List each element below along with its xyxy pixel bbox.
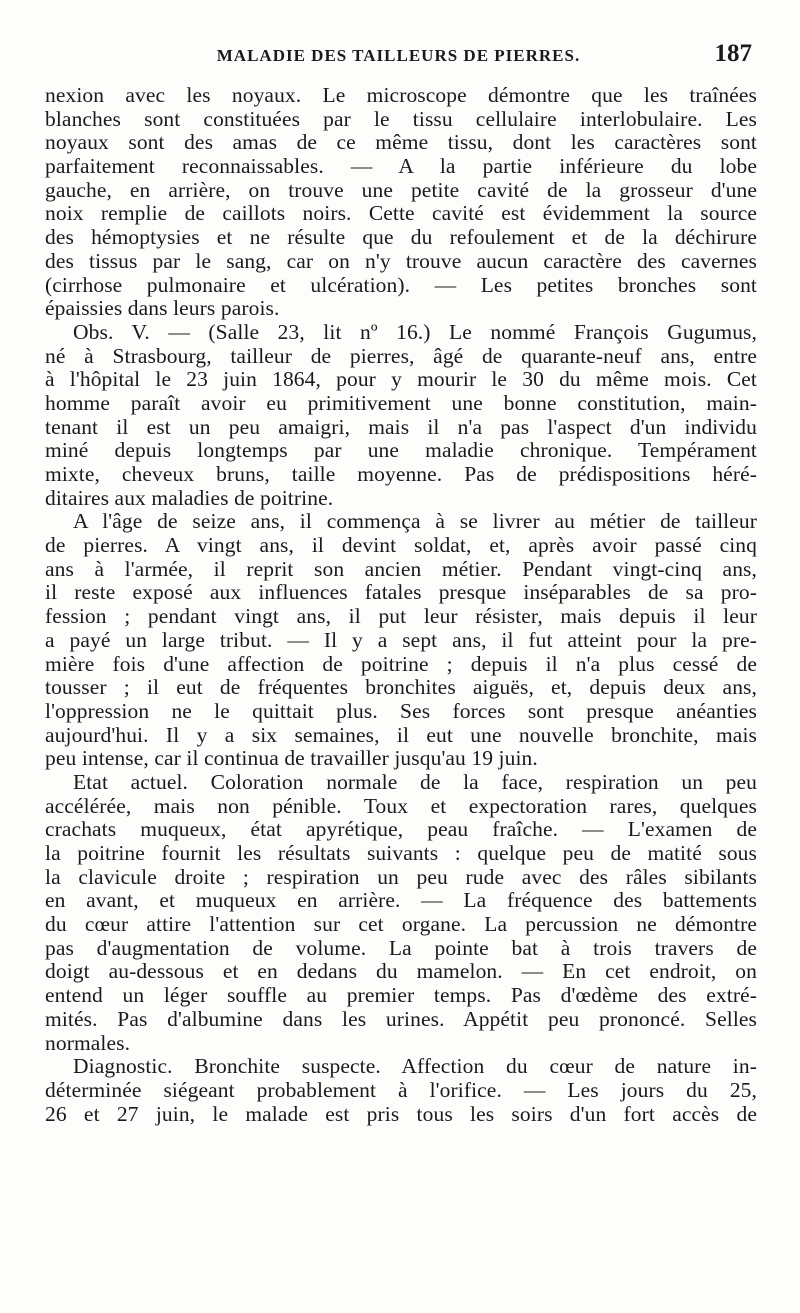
text-line: gauche, en arrière, on trouve une petite cavité de la grosseur d'une: [45, 177, 757, 202]
text-line: doigt au-dessous et en dedans du mamelon. — En cet endroit, on: [45, 959, 757, 984]
text-line: accélérée, mais non pénible. Toux et expectoration rares, quelques: [45, 793, 757, 818]
text-line: noyaux sont des amas de ce même tissu, dont les caractères sont: [45, 130, 757, 155]
text-line: crachats muqueux, état apyrétique, peau fraîche. — L'examen de: [45, 817, 757, 842]
text-line: ans à l'armée, il reprit son ancien métier. Pendant vingt-cinq ans,: [45, 556, 757, 581]
text-line: mités. Pas d'albumine dans les urines. Appétit peu prononcé. Selles: [45, 1006, 757, 1031]
page-number: 187: [714, 40, 752, 67]
running-title: MALADIE DES TAILLEURS DE PIERRES.: [216, 46, 581, 65]
body-text: [45, 84, 757, 1126]
text-line: l'oppression ne le quittait plus. Ses forces sont presque anéanties: [45, 698, 757, 723]
text-line: mixte, cheveux bruns, taille moyenne. Pas de prédispositions héré-: [45, 462, 757, 486]
text-line: tousser ; il eut de fréquentes bronchites aiguës, et, depuis deux ans,: [45, 675, 757, 700]
text-line: (cirrhose pulmonaire et ulcération). — Les petites bronches sont: [45, 272, 757, 297]
text-line: il reste exposé aux influences fatales presque inséparables de sa pro-: [45, 580, 757, 605]
page-header: [45, 40, 752, 72]
text-line: homme paraît avoir eu primitivement une bonne constitution, main-: [45, 390, 757, 415]
text-line: fession ; pendant vingt ans, il put leur résister, mais depuis il leur: [45, 604, 757, 629]
text-line: peu intense, car il continua de travailler jusqu'au 19 juin.: [45, 746, 538, 771]
text-line: blanches sont constituées par le tissu cellulaire interlobulaire. Les: [45, 106, 757, 131]
text-line: du cœur attire l'attention sur cet organe. La percussion ne démontre: [45, 912, 757, 937]
text-line: entend un léger souffle au premier temps. Pas d'œdème des extré-: [45, 983, 757, 1008]
text-line: la clavicule droite ; respiration un peu rude avec des râles sibilants: [45, 864, 757, 889]
text-line: nexion avec les noyaux. Le microscope démontre que les traînées: [45, 83, 757, 107]
text-line: Diagnostic. Bronchite suspecte. Affection du cœur de nature in-: [73, 1054, 757, 1079]
text-line: épaissies dans leurs parois.: [45, 296, 280, 321]
text-line: des tissus par le sang, car on n'y trouve aucun caractère des cavernes: [45, 248, 757, 273]
text-line: 26 et 27 juin, le malade est pris tous les soirs d'un fort accès de: [45, 1101, 757, 1126]
text-line: mière fois d'une affection de poitrine ; depuis il n'a plus cessé de: [45, 651, 757, 676]
text-line: pas d'augmentation de volume. La pointe bat à trois travers de: [45, 935, 757, 960]
text-line: tenant il est un peu amaigri, mais il n'a pas l'aspect d'un individu: [45, 414, 757, 439]
text-line: Obs. V. — (Salle 23, lit nº 16.) Le nommé François Gugumus,: [73, 319, 757, 344]
text-line: aujourd'hui. Il y a six semaines, il eut une nouvelle bronchite, mais: [45, 722, 757, 747]
text-line: ditaires aux maladies de poitrine.: [45, 485, 334, 510]
text-line: de pierres. A vingt ans, il devint soldat, et, après avoir passé cinq: [45, 533, 757, 558]
text-line: miné depuis longtemps par une maladie chronique. Tempérament: [45, 438, 757, 463]
text-line: la poitrine fournit les résultats suivants : quelque peu de matité sous: [45, 841, 757, 865]
text-line: A l'âge de seize ans, il commença à se livrer au métier de tailleur: [73, 509, 757, 534]
text-line: en avant, et muqueux en arrière. — La fréquence des battements: [45, 888, 757, 913]
text-line: des hémoptysies et ne résulte que du refoulement et de la déchirure: [45, 225, 757, 250]
text-line: à l'hôpital le 23 juin 1864, pour y mourir le 30 du même mois. Cet: [45, 367, 757, 392]
text-line: a payé un large tribut. — Il y a sept ans, il fut atteint pour la pre-: [45, 627, 757, 652]
text-line: noix remplie de caillots noirs. Cette cavité est évidemment la source: [45, 201, 757, 226]
text-line: déterminée siégeant probablement à l'orifice. — Les jours du 25,: [45, 1077, 757, 1102]
text-line: né à Strasbourg, tailleur de pierres, âgé de quarante-neuf ans, entre: [45, 343, 757, 368]
text-line: Etat actuel. Coloration normale de la face, respiration un peu: [73, 769, 757, 794]
text-line: normales.: [45, 1030, 131, 1055]
text-line: parfaitement reconnaissables. — A la partie inférieure du lobe: [45, 154, 757, 179]
